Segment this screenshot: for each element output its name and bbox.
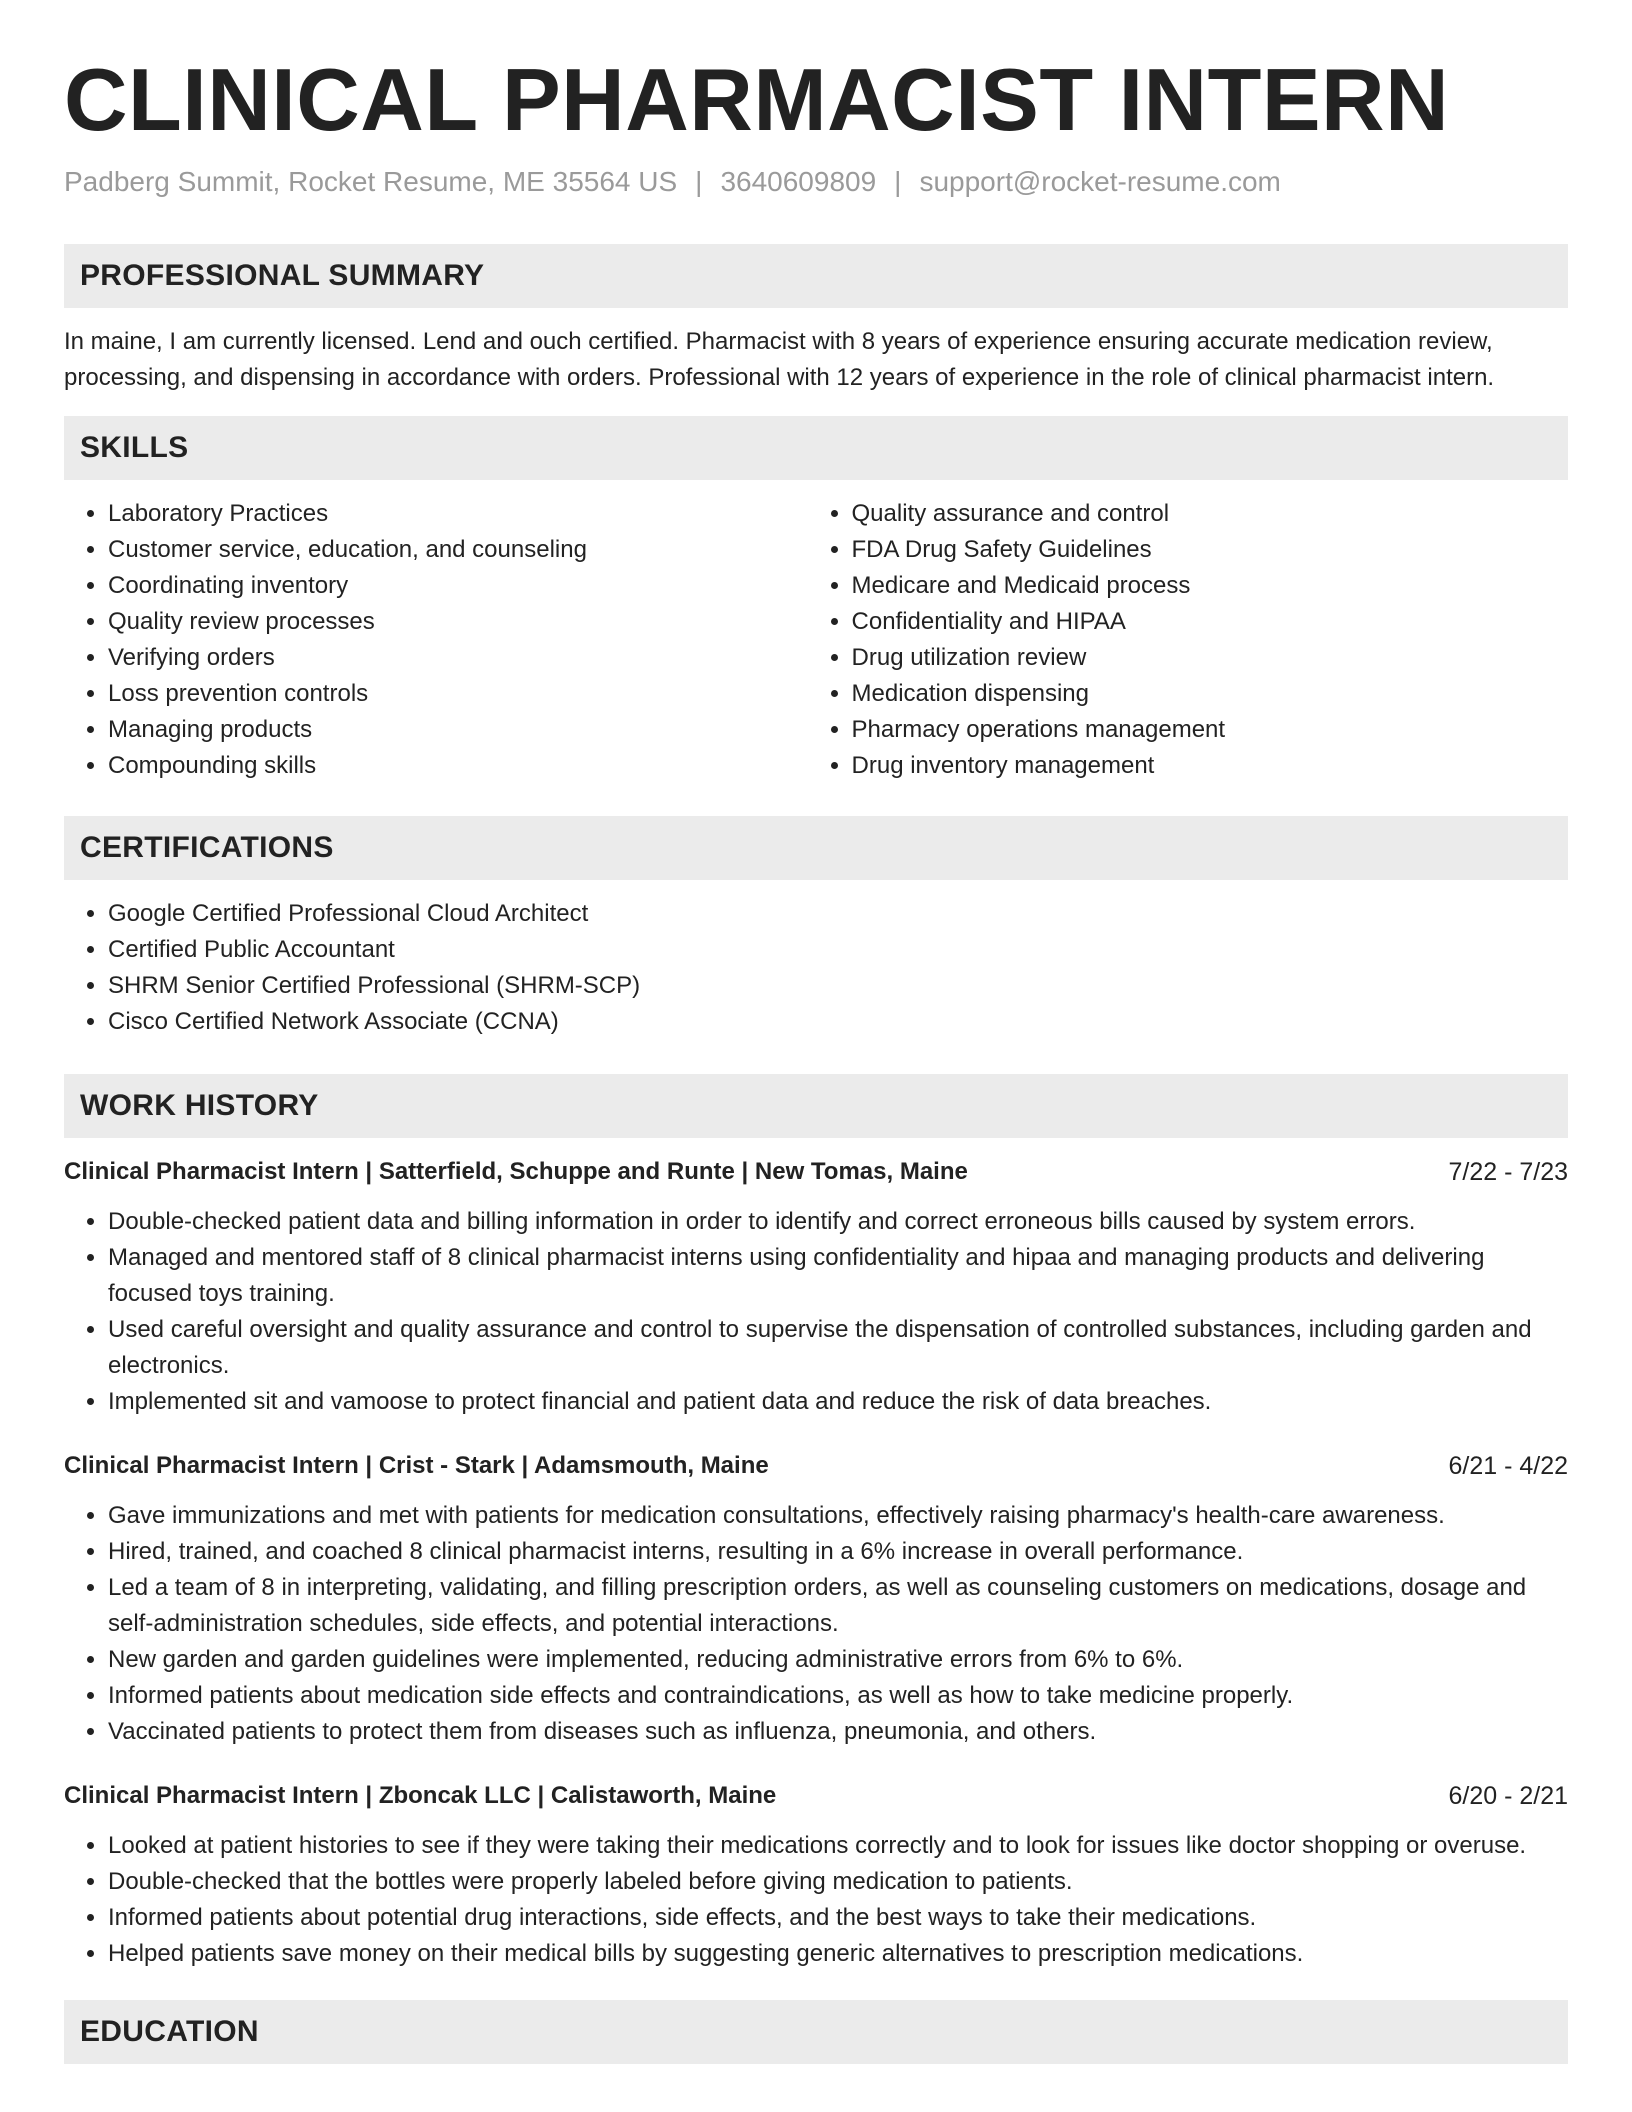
skill-item: • Medicare and Medicaid process [852, 568, 1568, 604]
job-dates: 6/21 - 4/22 [1448, 1452, 1568, 1480]
certifications-list [64, 896, 1568, 1040]
contact-phone: 3640609809 [720, 166, 877, 197]
section-heading-skills: SKILLS [64, 416, 1568, 480]
job-bullets [64, 1204, 1568, 1420]
job-bullet: • Gave immunizations and met with patients for medication consultations, effectively raising pharmacy's health-care awareness. [108, 1498, 1568, 1534]
section-heading-education: EDUCATION [64, 2000, 1568, 2064]
skill-item: • Laboratory Practices [108, 496, 808, 532]
section-heading-summary: PROFESSIONAL SUMMARY [64, 244, 1568, 308]
contact-separator: | [695, 166, 703, 197]
job-bullet: • Vaccinated patients to protect them from diseases such as influenza, pneumonia, and others. [108, 1714, 1568, 1750]
job-bullet: • Helped patients save money on their medical bills by suggesting generic alternatives to prescription medications. [108, 1936, 1568, 1972]
skill-item: • Quality assurance and control [852, 496, 1568, 532]
job-bullet: • Led a team of 8 in interpreting, validating, and filling prescription orders, as well as counseling customers on medications, dosage and self-administration schedules, side effects, and potential interactions. [108, 1570, 1568, 1642]
skills-list-left [64, 496, 808, 784]
skill-item: • Verifying orders [108, 640, 808, 676]
certification-item: • Certified Public Accountant [108, 932, 1568, 968]
contact-email: support@rocket-resume.com [919, 166, 1281, 197]
job-bullet: • Double-checked patient data and billing information in order to identify and correct erroneous bills caused by system errors. [108, 1204, 1568, 1240]
job-title: Clinical Pharmacist Intern | Crist - Stark | Adamsmouth, Maine [64, 1452, 769, 1479]
job-bullets [64, 1498, 1568, 1750]
job-bullet: • New garden and garden guidelines were implemented, reducing administrative errors from 6% to 6%. [108, 1642, 1568, 1678]
skill-item: • Managing products [108, 712, 808, 748]
skill-item: • Drug inventory management [852, 748, 1568, 784]
job-entry [64, 1448, 1568, 1750]
job-bullet: • Hired, trained, and coached 8 clinical pharmacist interns, resulting in a 6% increase in overall performance. [108, 1534, 1568, 1570]
job-entry [64, 1778, 1568, 1972]
summary-text: In maine, I am currently licensed. Lend and ouch certified. Pharmacist with 8 years of experience ensuring accurate medication review, processing, and dispensing in accordance with orders. Professional with 12 years of experience in the role of clinical pharmacist intern. [64, 328, 1495, 391]
job-dates: 6/20 - 2/21 [1448, 1782, 1568, 1810]
job-entry [64, 1154, 1568, 1420]
skill-item: • Medication dispensing [852, 676, 1568, 712]
skill-item: • Coordinating inventory [108, 568, 808, 604]
section-heading-work-history: WORK HISTORY [64, 1074, 1568, 1138]
skill-item: • Pharmacy operations management [852, 712, 1568, 748]
skill-item: • Loss prevention controls [108, 676, 808, 712]
job-bullet: • Implemented sit and vamoose to protect financial and patient data and reduce the risk of data breaches. [108, 1384, 1568, 1420]
skill-item: • Compounding skills [108, 748, 808, 784]
section-heading-certifications: CERTIFICATIONS [64, 816, 1568, 880]
certification-item: • Google Certified Professional Cloud Architect [108, 896, 1568, 932]
contact-line [64, 166, 1568, 198]
skill-item: • Customer service, education, and counseling [108, 532, 808, 568]
job-bullet: • Double-checked that the bottles were properly labeled before giving medication to patients. [108, 1864, 1568, 1900]
job-dates: 7/22 - 7/23 [1448, 1158, 1568, 1186]
skills-list-right [808, 496, 1568, 784]
job-bullet: • Informed patients about potential drug interactions, side effects, and the best ways to take their medications. [108, 1900, 1568, 1936]
job-title: Clinical Pharmacist Intern | Zboncak LLC | Calistaworth, Maine [64, 1782, 777, 1809]
certification-item: • SHRM Senior Certified Professional (SHRM-SCP) [108, 968, 1568, 1004]
job-bullet: • Looked at patient histories to see if they were taking their medications correctly and to look for issues like doctor shopping or overuse. [108, 1828, 1568, 1864]
skills-grid [64, 496, 1568, 784]
skill-item: • Drug utilization review [852, 640, 1568, 676]
job-header [64, 1448, 1568, 1484]
job-bullet: • Managed and mentored staff of 8 clinical pharmacist interns using confidentiality and hipaa and managing products and delivering focused toys training. [108, 1240, 1568, 1312]
certification-item: • Cisco Certified Network Associate (CCNA) [108, 1004, 1568, 1040]
contact-address: Padberg Summit, Rocket Resume, ME 35564 US [64, 166, 678, 197]
candidate-name: CLINICAL PHARMACIST INTERN [64, 50, 1450, 149]
job-bullet: • Informed patients about medication side effects and contraindications, as well as how to take medicine properly. [108, 1678, 1568, 1714]
job-title: Clinical Pharmacist Intern | Satterfield, Schuppe and Runte | New Tomas, Maine [64, 1158, 968, 1185]
job-header [64, 1778, 1568, 1814]
job-bullets [64, 1828, 1568, 1972]
job-header [64, 1154, 1568, 1190]
job-bullet: • Used careful oversight and quality assurance and control to supervise the dispensation of controlled substances, including garden and electronics. [108, 1312, 1568, 1384]
contact-separator: | [894, 166, 902, 197]
skill-item: • Confidentiality and HIPAA [852, 604, 1568, 640]
skill-item: • Quality review processes [108, 604, 808, 640]
skill-item: • FDA Drug Safety Guidelines [852, 532, 1568, 568]
